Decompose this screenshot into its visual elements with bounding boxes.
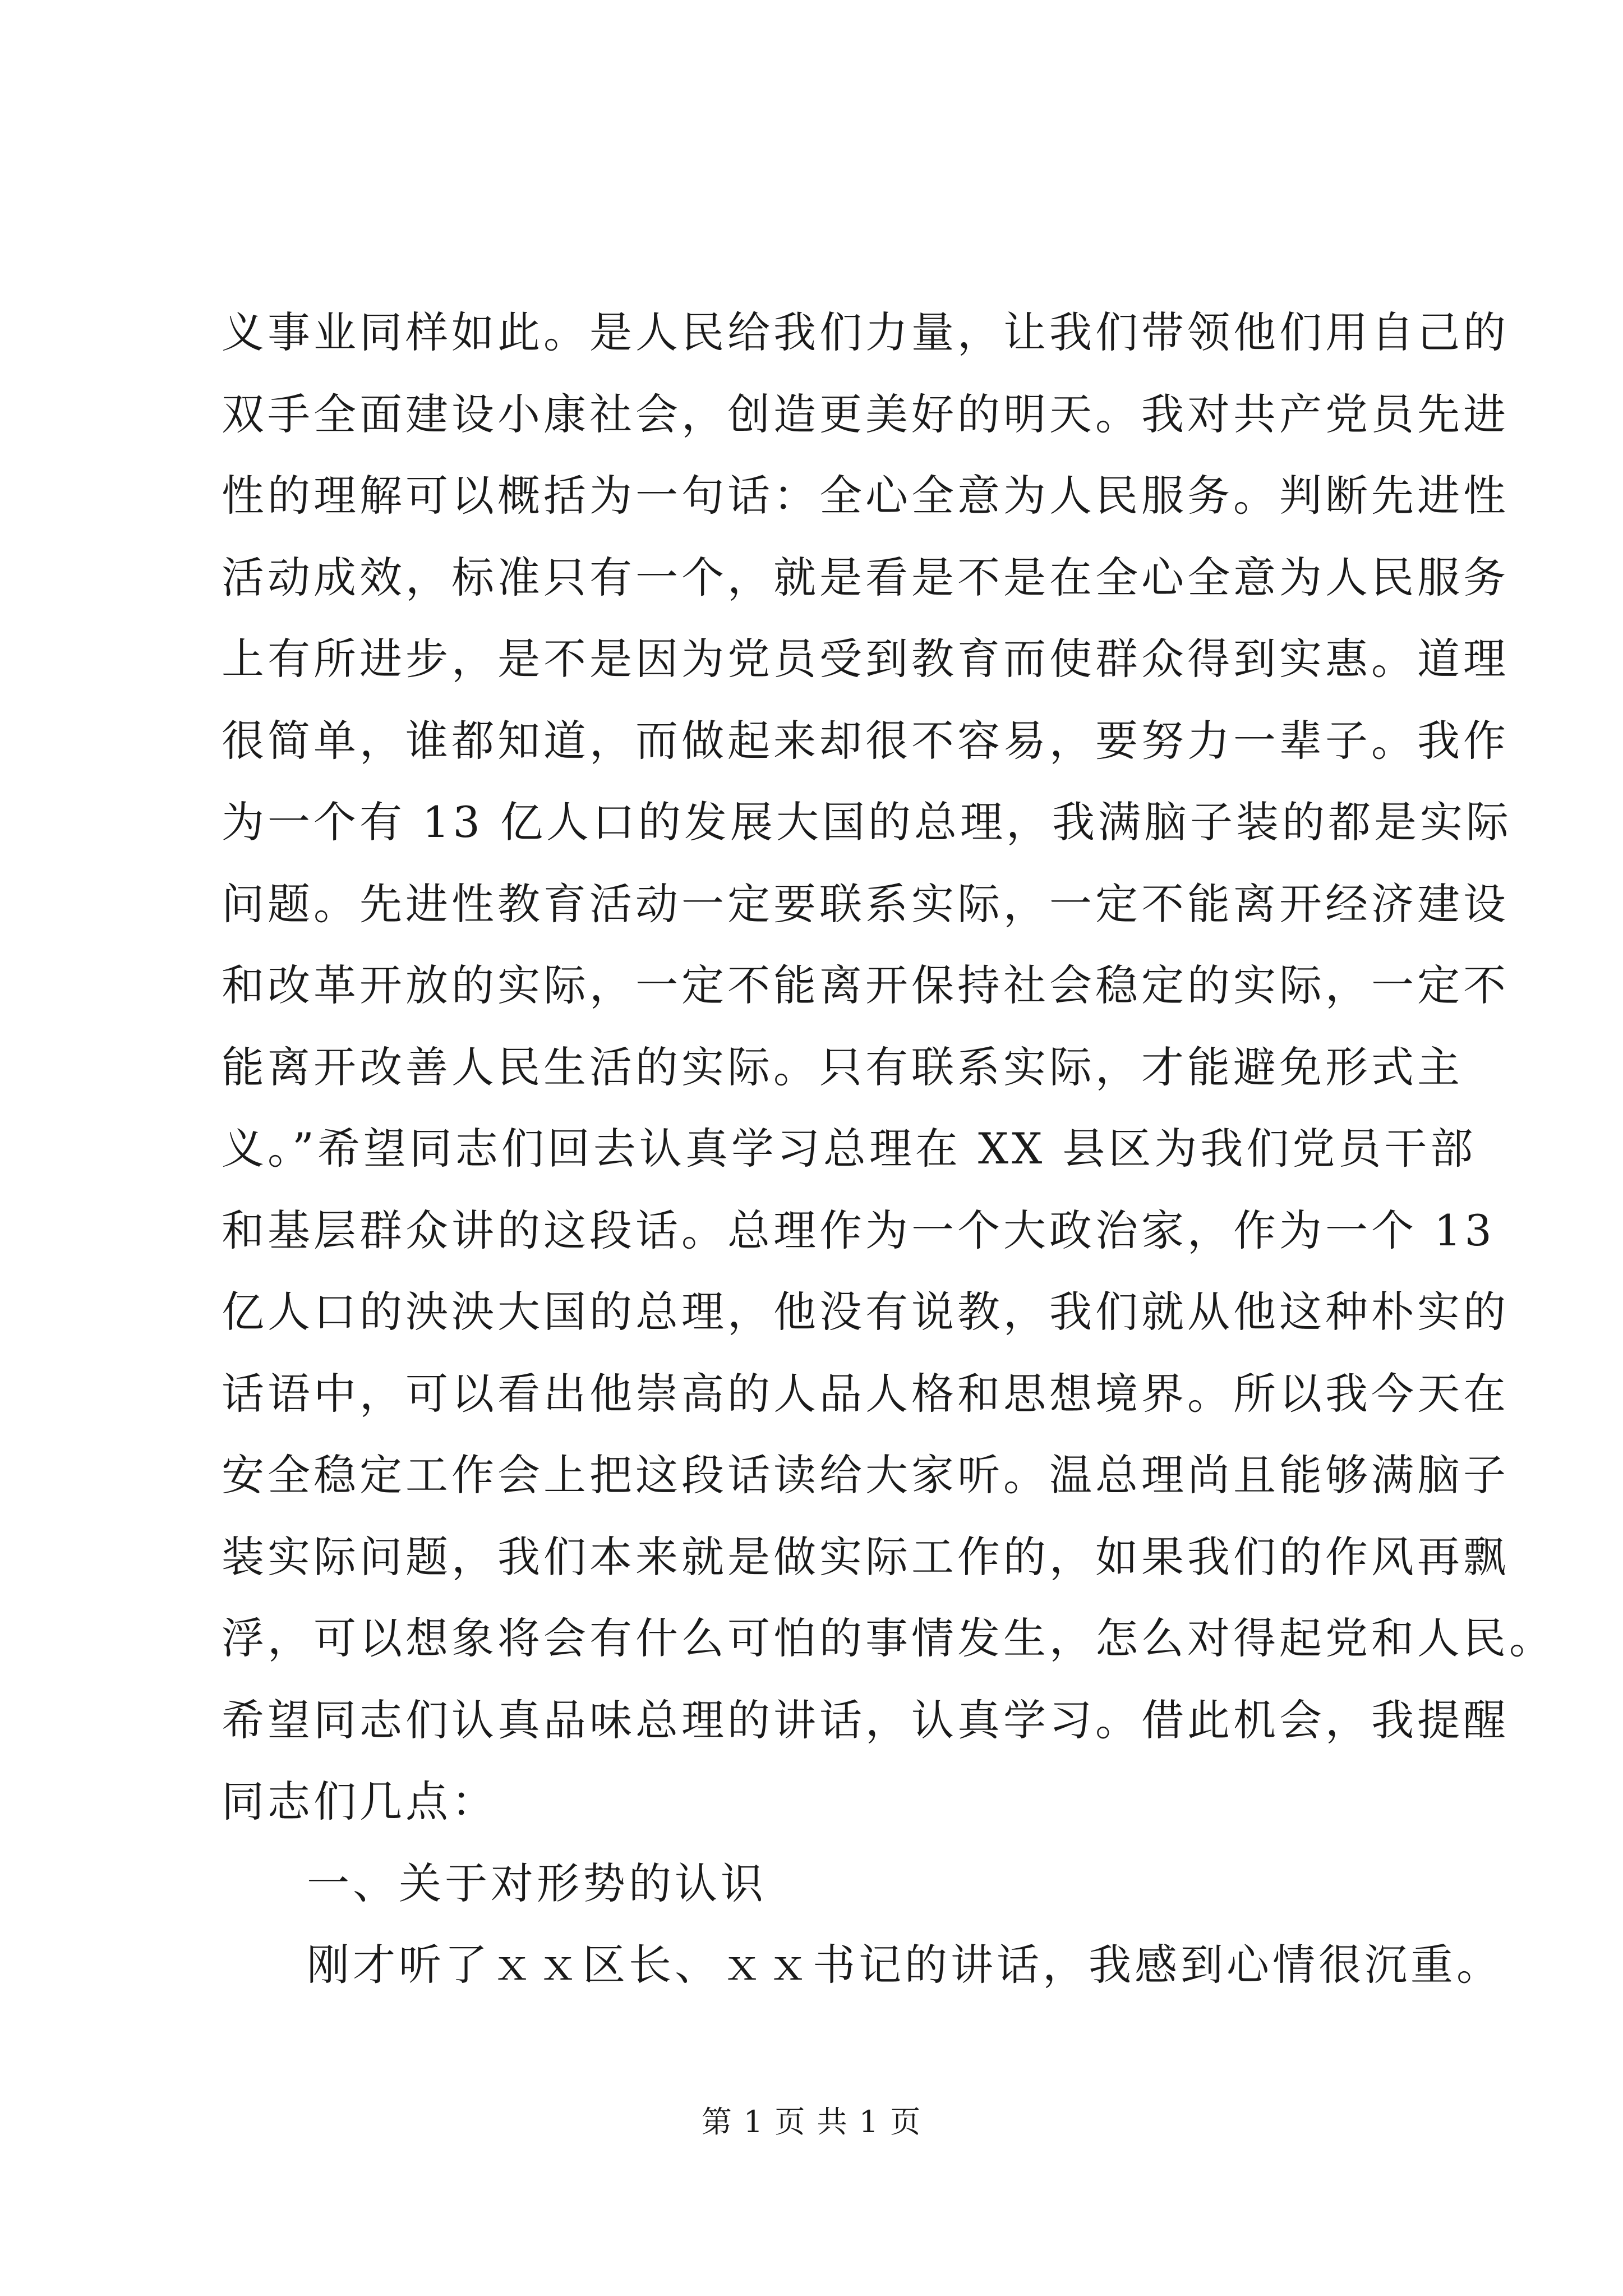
paragraph-line: 希望同志们认真品味总理的讲话，认真学习。借此机会，我提醒 bbox=[222, 1695, 1509, 1745]
paragraph-line: 话语中，可以看出他崇高的人品人格和思想境界。所以我今天在 bbox=[222, 1368, 1509, 1419]
paragraph-line: 和改革开放的实际，一定不能离开保持社会稳定的实际，一定不 bbox=[222, 960, 1509, 1010]
section-line: 刚才听了ｘｘ区长、ｘｘ书记的讲话，我感到心情很沉重。 bbox=[307, 1940, 1502, 1990]
paragraph-line: 很简单，谁都知道，而做起来却很不容易，要努力一辈子。我作 bbox=[222, 715, 1509, 766]
paragraph-line: 上有所进步，是不是因为党员受到教育而使群众得到实惠。道理 bbox=[222, 634, 1509, 684]
paragraph-line: 同志们几点： bbox=[222, 1777, 497, 1826]
page-number-footer: 第 1 页 共 1 页 bbox=[701, 2104, 922, 2139]
paragraph-line: 亿人口的泱泱大国的总理，他没有说教，我们就从他这种朴实的 bbox=[222, 1287, 1509, 1337]
section-line: 一、关于对形势的认识 bbox=[307, 1858, 767, 1908]
paragraph-line: 义事业同样如此。是人民给我们力量，让我们带领他们用自己的 bbox=[222, 307, 1509, 357]
paragraph-line: 双手全面建设小康社会，创造更美好的明天。我对共产党员先进 bbox=[222, 389, 1509, 439]
paragraph-line: 活动成效，标准只有一个，就是看是不是在全心全意为人民服务 bbox=[222, 552, 1509, 602]
paragraph-line: 为一个有 13 亿人口的发展大国的总理，我满脑子装的都是实际 bbox=[222, 797, 1513, 847]
paragraph-line: 浮，可以想象将会有什么可怕的事情发生，怎么对得起党和人民。 bbox=[222, 1613, 1555, 1663]
document-body bbox=[222, 292, 1555, 2006]
paragraph-line: 安全稳定工作会上把这段话读给大家听。温总理尚且能够满脑子 bbox=[222, 1450, 1509, 1500]
paragraph-line: 问题。先进性教育活动一定要联系实际，一定不能离开经济建设 bbox=[222, 878, 1509, 929]
paragraph-line: 装实际问题，我们本来就是做实际工作的，如果我们的作风再飘 bbox=[222, 1531, 1509, 1582]
paragraph-line: 义。”希望同志们回去认真学习总理在 XX 县区为我们党员干部 bbox=[222, 1124, 1477, 1174]
paragraph-line: 能离开改善人民生活的实际。只有联系实际，才能避免形式主 bbox=[222, 1042, 1463, 1092]
paragraph-line: 性的理解可以概括为一句话：全心全意为人民服务。判断先进性 bbox=[222, 471, 1509, 521]
paragraph-line: 和基层群众讲的这段话。总理作为一个大政治家，作为一个 13 bbox=[222, 1205, 1495, 1255]
